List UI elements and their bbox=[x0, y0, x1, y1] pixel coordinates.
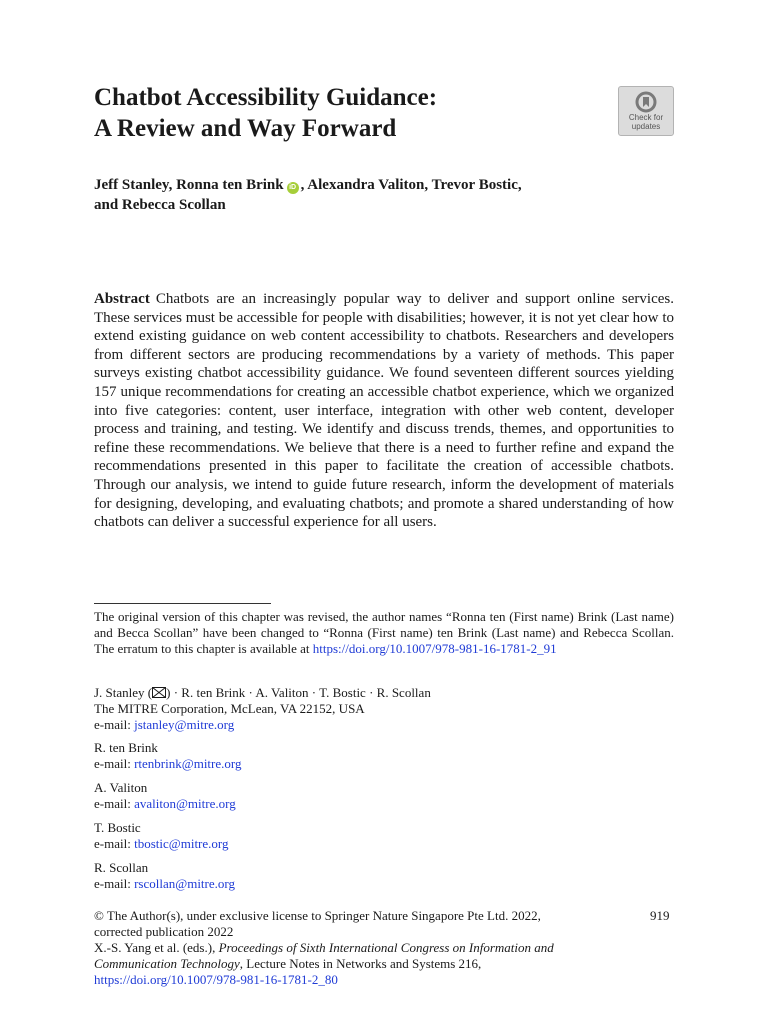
authors-part-3: and Rebecca Scollan bbox=[94, 197, 226, 213]
email-link-avaliton[interactable]: avaliton@mitre.org bbox=[134, 796, 236, 811]
abstract-text: Chatbots are an increasingly popular way to deliver and support online services. These services must be accessible for people with disabilities; however, it is not yet clear how to extend existing guidance on web content accessibility to chatbots. Researchers and developers from different sectors are producing recommendations by a variety of methods. This paper surveys existing chatbot accessibility guidance. We found seventeen different sources yielding 157 unique recommendations for creating an accessible chatbot experience, which we organized into five categories: content, user interface, integration with other web content, developer process and training, and testing. We identify and discuss trends, themes, and opportunities to refine these recommendations. We believe that there is a need to further refine and expand the recommendations presented in this paper to facilitate the creation of accessible chatbots. Through our analysis, we intend to guide future research, inform the development of materials for designing, developing, and evaluating chatbots; and promote a shared understanding of how chatbots can deliver a successful experience for all users. bbox=[94, 291, 674, 531]
citation-series: , Lecture Notes in Networks and Systems 216, bbox=[239, 956, 482, 971]
affiliation-names bbox=[94, 685, 654, 701]
person-name: A. Valiton bbox=[94, 780, 148, 795]
person-name: R. Scollan bbox=[94, 860, 149, 875]
email-label: e-mail: bbox=[94, 756, 135, 771]
copyright-block bbox=[94, 908, 674, 988]
affiliation-ten-brink bbox=[94, 740, 654, 772]
email-link-rscollan[interactable]: rscollan@mitre.org bbox=[134, 876, 235, 891]
erratum-doi-link[interactable]: https://doi.org/10.1007/978-981-16-1781-2_91 bbox=[312, 641, 557, 656]
orcid-icon[interactable]: iD bbox=[287, 182, 299, 194]
page-number: 919 bbox=[650, 908, 670, 923]
affiliation-org: The MITRE Corporation, McLean, VA 22152, USA bbox=[94, 701, 365, 716]
envelope-icon[interactable] bbox=[152, 687, 166, 698]
email-label: e-mail: bbox=[94, 836, 135, 851]
chapter-doi-link[interactable]: https://doi.org/10.1007/978-981-16-1781-2_80 bbox=[94, 972, 338, 987]
email-link-rtenbrink[interactable]: rtenbrink@mitre.org bbox=[134, 756, 242, 771]
footnote-text: The original version of this chapter was revised, the author names “Ronna ten (First name) Brink (Last name) and Becca Scollan” have been changed to “Ronna (First name) ten Brink (Last name) and Rebecca Scollan. The erratum to this chapter is available at bbox=[94, 609, 674, 656]
check-badge-line-2: updates bbox=[631, 122, 661, 131]
affiliation-email-line bbox=[94, 876, 654, 892]
affiliation-main bbox=[94, 685, 654, 733]
authors-part-1: Jeff Stanley, Ronna ten Brink bbox=[94, 177, 284, 193]
copyright-line-1: © The Author(s), under exclusive license to Springer Nature Singapore Pte Ltd. 2022, bbox=[94, 908, 541, 923]
person-name: R. ten Brink bbox=[94, 740, 158, 755]
paper-title bbox=[94, 82, 594, 144]
revision-footnote bbox=[94, 609, 674, 657]
title-line-1: Chatbot Accessibility Guidance: bbox=[94, 84, 438, 111]
citation bbox=[94, 940, 594, 972]
affiliation-email-line bbox=[94, 717, 654, 733]
copyright-line-2: corrected publication 2022 bbox=[94, 924, 234, 939]
email-link-tbostic[interactable]: tbostic@mitre.org bbox=[134, 836, 229, 851]
names-prefix: J. Stanley ( bbox=[94, 685, 153, 700]
affiliation-email-line bbox=[94, 756, 654, 772]
author-list bbox=[94, 175, 694, 215]
names-suffix: ) · R. ten Brink · A. Valiton · T. Bostic · R. Scollan bbox=[166, 685, 431, 700]
affiliation-bostic bbox=[94, 820, 654, 852]
affiliation-email-line bbox=[94, 796, 654, 812]
affiliation-valiton bbox=[94, 780, 654, 812]
affiliation-email-line bbox=[94, 836, 654, 852]
email-label: e-mail: bbox=[94, 796, 135, 811]
abstract bbox=[94, 290, 674, 532]
email-link-jstanley[interactable]: jstanley@mitre.org bbox=[134, 717, 235, 732]
title-line-2: A Review and Way Forward bbox=[94, 115, 397, 142]
abstract-label: Abstract bbox=[94, 291, 150, 307]
check-badge-line-1: Check for bbox=[628, 113, 664, 122]
email-label: e-mail: bbox=[94, 717, 135, 732]
affiliation-scollan bbox=[94, 860, 654, 892]
citation-proceedings: Proceedings of Sixth International Congress on Information and Communication Technology bbox=[94, 940, 554, 971]
check-for-updates-badge[interactable] bbox=[618, 86, 674, 136]
email-label: e-mail: bbox=[94, 876, 135, 891]
citation-editors: X.-S. Yang et al. (eds.), bbox=[94, 940, 219, 955]
person-name: T. Bostic bbox=[94, 820, 141, 835]
chapter-doi bbox=[94, 972, 674, 988]
authors-part-2: , Alexandra Valiton, Trevor Bostic, bbox=[300, 177, 522, 193]
crossmark-icon bbox=[635, 91, 657, 113]
footnote-divider bbox=[94, 603, 271, 604]
